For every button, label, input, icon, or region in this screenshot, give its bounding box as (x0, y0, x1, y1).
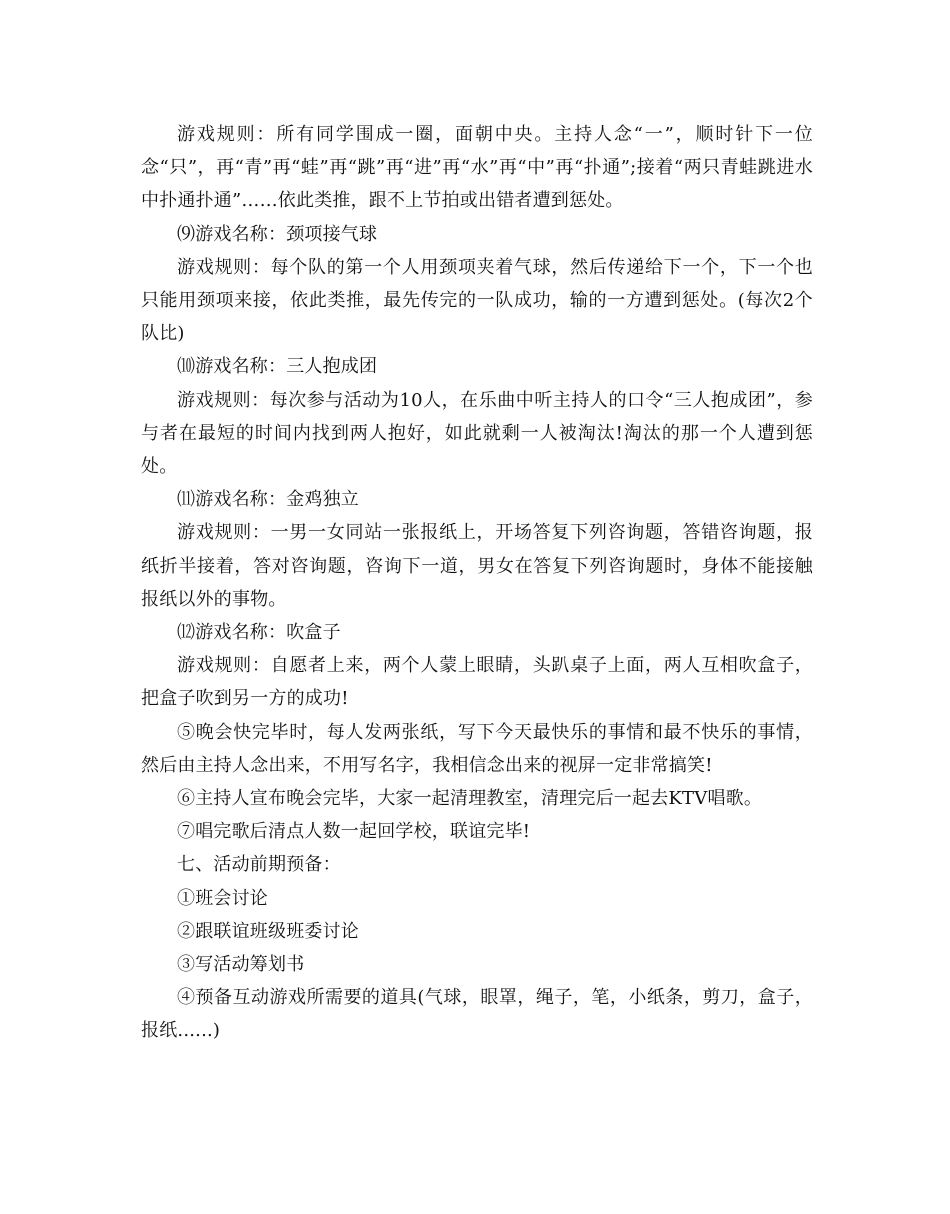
prep-item-3: ③写活动筹划书 (177, 954, 305, 976)
paragraph-rule-neck-balloon: 游戏规则：每个队的第一个人用颈项夹着气球，然后传递给下一个，下一个也只能用颈项来接，依此类推，最先传完的一队成功，输的一方遭到惩处。(每次2个队比) (141, 256, 813, 345)
prep-item-4: ④预备互动游戏所需要的道具(气球，眼罩，绳子，笔，小纸条，剪刀，盒子，报纸......) (141, 987, 813, 1042)
paragraph-step-5: ⑤晚会快完毕时，每人发两张纸，写下今天最快乐的事情和最不快乐的事情，然后由主持人念出来，不用写名字，我相信念出来的视屏一定非常搞笑! (141, 721, 813, 776)
paragraph-step-6: ⑥主持人宣布晚会完毕，大家一起清理教室，清理完后一起去KTV唱歌。 (177, 788, 763, 810)
paragraph-rule-blow-box: 游戏规则：自愿者上来，两个人蒙上眼睛，头趴桌子上面，两人互相吹盒子，把盒子吹到另一方的成功! (141, 655, 813, 710)
section-heading-preparation: 七、活动前期预备： (177, 854, 341, 876)
paragraph-rule-three-hug: 游戏规则：每次参与活动为10人，在乐曲中听主持人的口令“三人抱成团”，参与者在最短的时间内找到两人抱好，如此就剩一人被淘汰!淘汰的那一个人遭到惩处。 (141, 389, 813, 478)
game-title-10: ⑽游戏名称：三人抱成团 (177, 356, 378, 378)
paragraph-rule-frog-chant: 游戏规则：所有同学围成一圈，面朝中央。主持人念“一”，顺时针下一位念“只”，再“青”再“蛙”再“跳”再“进”再“水”再“中”再“扑通”;接着“两只青蛙跳进水中扑通扑通”……依此类推，跟不上节拍或出错者遭到惩处。 (141, 124, 813, 212)
prep-item-1: ①班会讨论 (177, 887, 268, 909)
game-title-12: ⑿游戏名称：吹盒子 (177, 622, 341, 644)
paragraph-step-7: ⑦唱完歌后清点人数一起回学校，联谊完毕! (177, 821, 531, 843)
prep-item-2: ②跟联谊班级班委讨论 (177, 920, 359, 942)
game-title-11: ⑾游戏名称：金鸡独立 (177, 489, 359, 511)
paragraph-rule-golden-rooster: 游戏规则：一男一女同站一张报纸上，开场答复下列咨询题，答错咨询题，报纸折半接着，答对咨询题，咨询下一道，男女在答复下列咨询题时，身体不能接触报纸以外的事物。 (141, 522, 813, 610)
document-body (141, 118, 813, 1048)
game-title-9: ⑼游戏名称：颈项接气球 (177, 223, 378, 245)
